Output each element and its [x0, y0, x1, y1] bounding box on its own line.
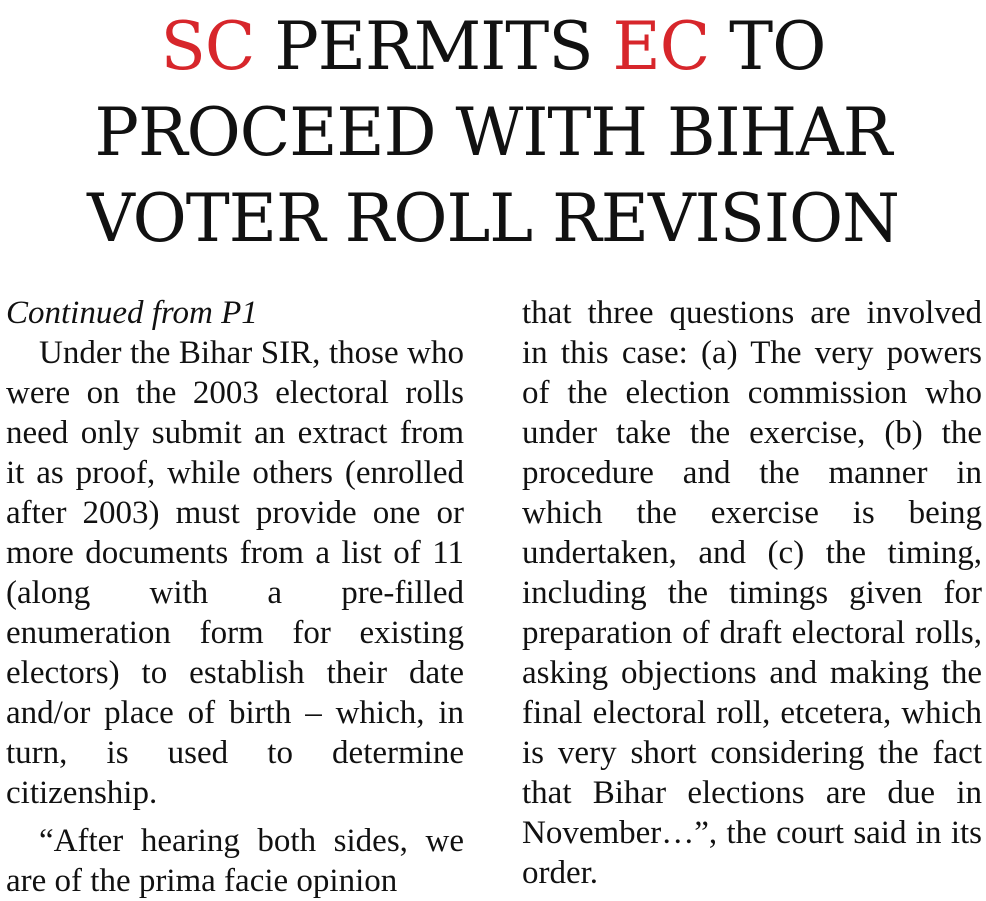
- headline-line-2: PROCEED WITH BIHAR: [94, 94, 892, 171]
- continued-from-label: Continued from P1: [6, 295, 258, 331]
- article-paragraph: that three questions are involved in this case: (a) The very powers of the election commission who under take the exercise, (b) the procedure and the manner in which the exercise is being undertaken, and (c) the timing, including the timings given for preparation of draft electoral rolls, asking objections and making the final electoral roll, etcetera, which is very short considering the fact that Bihar elections are due in November…”, the court said in its order.: [522, 295, 982, 891]
- headline-ec: EC: [612, 8, 710, 85]
- article-paragraph: Under the Bihar SIR, those who were on the 2003 electoral rolls need only submit an extract from it as proof, while others (enrolled after 2003) must provide one or more documents from a list of 11 (along with a pre-filled enumeration form for existing electors) to establish their date and/or place of birth – which, in turn, is used to determine citizenship.: [6, 335, 464, 811]
- headline-sc: SC: [160, 8, 255, 85]
- headline-line-1: [161, 8, 826, 85]
- article-paragraph: “After hearing both sides, we are of the prima facie opinion: [6, 823, 464, 899]
- headline-line-3: VOTER ROLL REVISION: [87, 180, 899, 257]
- headline-permits: PERMITS: [254, 8, 613, 85]
- article-column-right: [522, 293, 982, 901]
- headline: [0, 4, 986, 262]
- headline-to: TO: [709, 8, 826, 85]
- article-column-left: [6, 293, 464, 901]
- article-body: [6, 293, 982, 901]
